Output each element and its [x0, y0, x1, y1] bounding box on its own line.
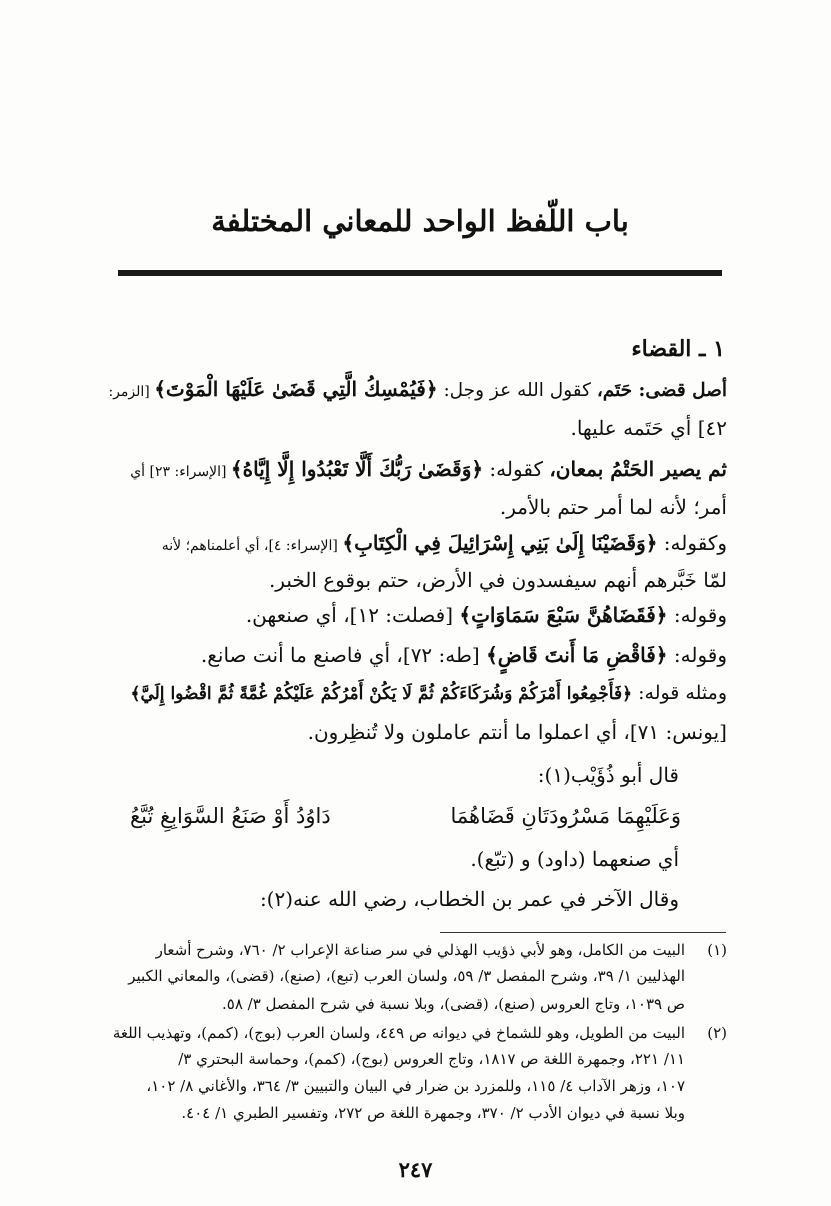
paragraph-3-line-2: لمّا خَبَّرهم أنهم سيفسدون في الأرض، حتم بوقوع الخبر.: [268, 568, 727, 592]
text: ومثله قوله:: [632, 682, 727, 704]
text: وقوله:: [667, 643, 727, 667]
footnote-2-line: ١١/ ٢٢١، وجمهرة اللغة ص ١٨١٧، وتاج العروس (بوج)، (كمم)، وحماسة البحتري ٣/: [178, 1050, 685, 1068]
quran-verse: ﴿فَيُمْسِكُ الَّتِي قَضَىٰ عَلَيْهَا الْمَوْتَ﴾: [154, 377, 438, 401]
footnote-2-line: ١٠٧، وزهر الآداب ٤/ ١١٥، وللمزرد بن ضرار في البيان والتبيين ٣/ ٣٦٤، والأغاني ٨/ ١٠٢،: [146, 1077, 685, 1095]
quran-verse: ﴿فَقَضَاهُنَّ سَبْعَ سَمَاوَاتٍ﴾: [459, 603, 668, 627]
verse-hemistich-1: وَعَلَيْهِمَا مَسْرُودَتَانِ قَضَاهُمَا: [450, 804, 681, 828]
paragraph-2-line-2: أمر؛ لأنه لما أمر حتم بالأمر.: [499, 495, 727, 519]
citation: [الزمر:: [108, 384, 155, 400]
footnote-2-line: البيت من الطويل، وهو للشماخ في ديوانه ص ٤٤٩، ولسان العرب (بوج)، (كمم)، وتهذيب اللغة: [112, 1024, 685, 1042]
text: وكقوله:: [657, 531, 727, 555]
paragraph-6-line-1: [131, 678, 728, 709]
text: كقوله:: [483, 457, 550, 481]
citation: [طه: ٧٢]، أي فاصنع ما أنت صانع.: [200, 643, 487, 667]
citation: [فصلت: ١٢]، أي صنعهن.: [245, 603, 460, 627]
footnote-2-line: وبلا نسبة في ديوان الأدب ٢/ ٣٧٠، وجمهرة اللغة ص ٢٧٢، وتفسير الطبري ١/ ٤٠٤.: [181, 1104, 685, 1122]
lead-term: أصل قضى: حَتَم،: [596, 380, 727, 401]
verse-note: أي صنعهما (داود) و (تبّع).: [470, 847, 679, 871]
quran-verse: ﴿وَقَضَيْنَا إِلَىٰ بَنِي إِسْرَائِيلَ فِي الْكِتَابِ﴾: [342, 531, 658, 555]
poet-attribution-1: قال أبو ذُؤَيْب(١):: [537, 763, 679, 787]
chapter-title: باب اللّفظ الواحد للمعاني المختلفة: [211, 204, 629, 238]
page-number: ٢٤٧: [398, 1157, 433, 1182]
text: وقوله:: [667, 603, 727, 627]
quran-verse: ﴿فَأَجْمِعُوا أَمْرَكُمْ وَشُرَكَاءَكُمْ ثُمَّ لَا يَكُنْ أَمْرُكُمْ عَلَيْكُمْ غُمَّةً ثُمَّ اقْضُوا إِلَيَّ﴾: [130, 684, 633, 704]
text: كقول الله عز وجل:: [437, 380, 597, 401]
citation: [الإسراء: ٤]، أي أعلمناهم؛ لأنه: [161, 538, 343, 554]
title-divider: [118, 270, 722, 276]
paragraph-4: [246, 600, 727, 630]
paragraph-6-line-2: [يونس: ٧١]، أي اعملوا ما أنتم عاملون ولا تُنظِرون.: [307, 720, 727, 744]
poet-attribution-2: وقال الآخر في عمر بن الخطاب، رضي الله عنه(٢):: [259, 887, 679, 911]
paragraph-2-line-1: [130, 454, 727, 487]
footnote-2-number: (٢): [707, 1024, 727, 1042]
paragraph-5: [201, 640, 727, 670]
citation: [الإسراء: ٢٣] أي: [130, 464, 231, 480]
paragraph-3-line-1: [162, 528, 727, 561]
verse-hemistich-2: دَاوُدُ أَوْ صَنَعُ السَّوَابِغِ تُبَّعُ: [130, 804, 331, 828]
paragraph-1-line-2: ٤٢] أي حَتَمه عليها.: [570, 416, 727, 440]
footnote-1-line: ص ١٠٣٩، وتاج العروس (صنع)، (قضى)، وبلا نسبة في شرح المفصل ٣/ ٥٨.: [221, 995, 685, 1013]
quran-verse: ﴿فَاقْضِ مَا أَنتَ قَاضٍ﴾: [486, 643, 668, 667]
footnote-1-number: (١): [707, 941, 727, 959]
section-heading: ١ ـ القضاء: [631, 336, 725, 362]
paragraph-1-line-1: [108, 374, 727, 407]
lead-term: ثم يصير الحَتْمُ بمعان،: [549, 457, 727, 481]
footnote-1-line: البيت من الكامل، وهو لأبي ذؤيب الهذلي في سر صناعة الإعراب ٢/ ٧٦٠، وشرح أشعار: [155, 941, 685, 959]
footnote-divider: [440, 932, 726, 933]
footnote-1-line: الهذليين ١/ ٣٩، وشرح المفصل ٣/ ٥٩، ولسان العرب (تبع)، (صنع)، (قضى)، والمعاني الكبير: [128, 967, 685, 985]
quran-verse: ﴿وَقَضَىٰ رَبُّكَ أَلَّا تَعْبُدُوا إِلَّا إِيَّاهُ﴾: [230, 457, 484, 481]
